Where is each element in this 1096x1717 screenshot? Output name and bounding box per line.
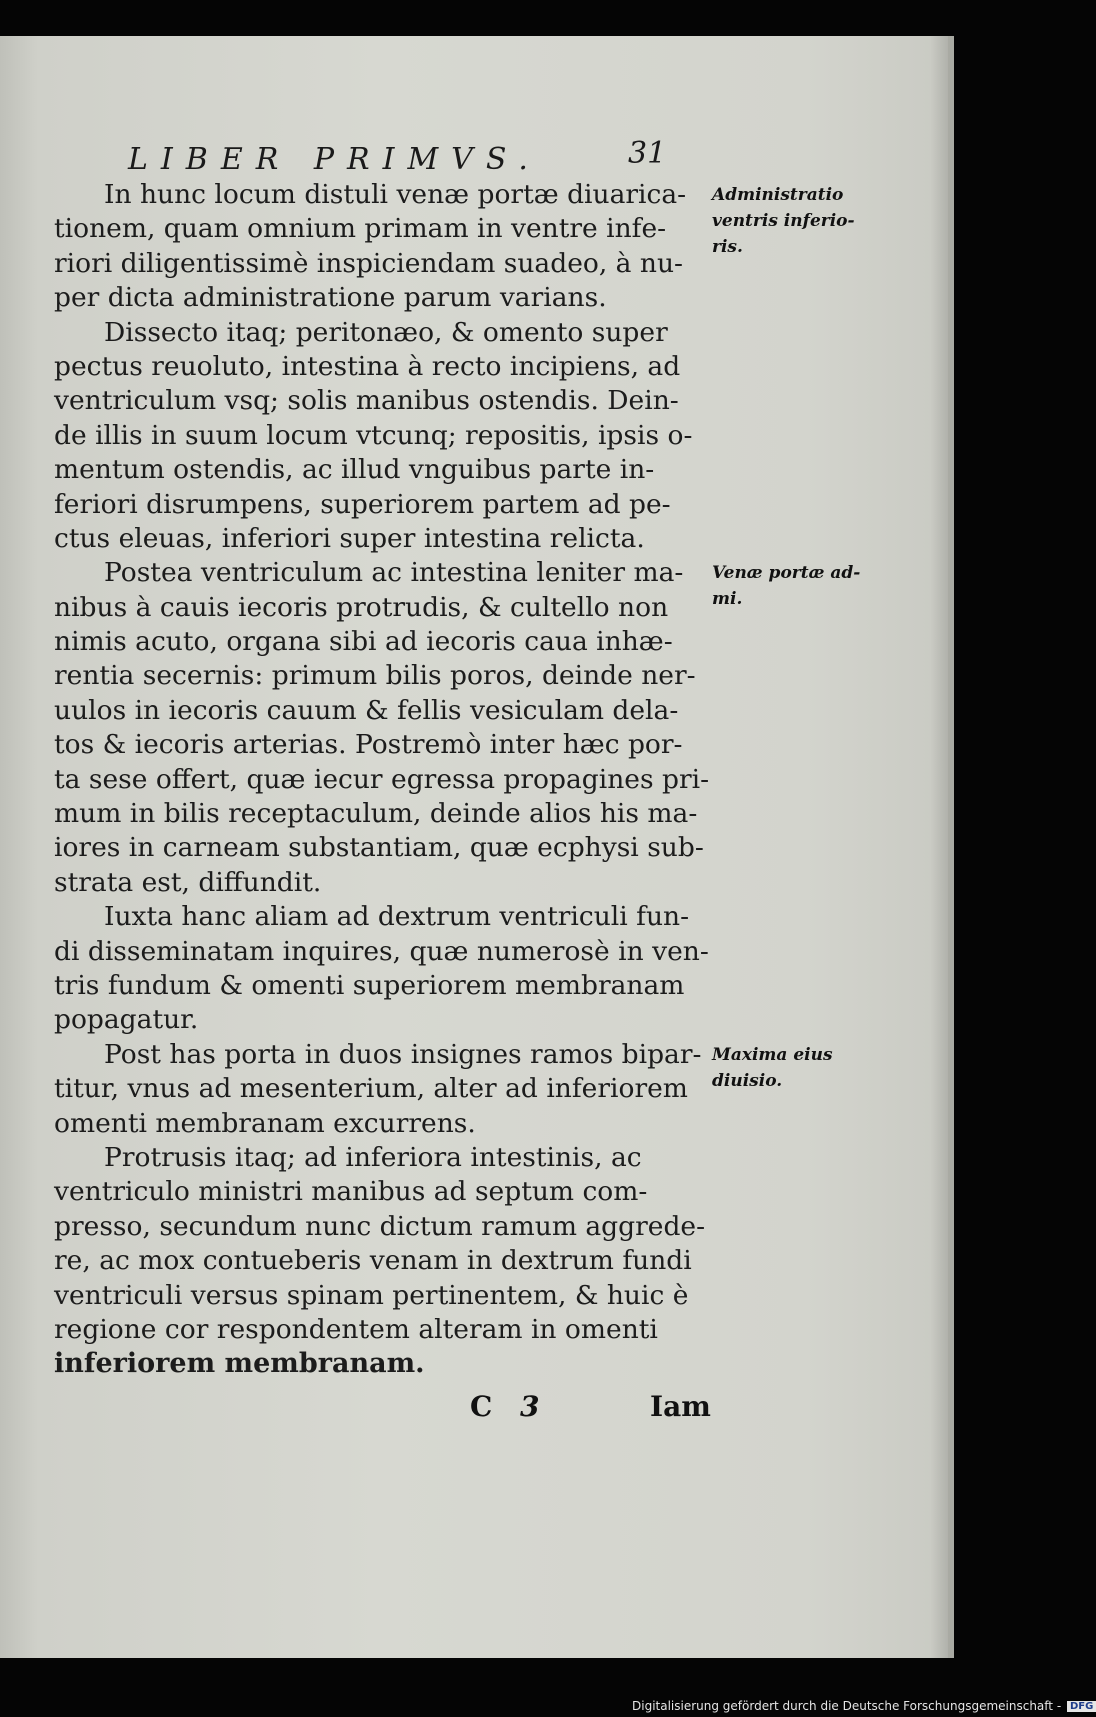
- text-line: In hunc locum distuli venæ portæ diuarica-: [104, 179, 687, 210]
- signature-mark: C: [470, 1390, 493, 1423]
- text-line: rentia secernis: primum bilis poros, deinde ner-: [54, 660, 696, 692]
- margin-note-line: mi.: [712, 589, 743, 610]
- catchword: Iam: [650, 1390, 711, 1423]
- margin-note-line: diuisio.: [712, 1071, 783, 1091]
- text-line: ventriculi versus spinam pertinentem, & huic è: [54, 1279, 689, 1311]
- text-line: strata est, diffundit.: [54, 866, 322, 898]
- text-line: nibus à cauis iecoris protrudis, & cultello non: [54, 591, 669, 623]
- signature-number: 3: [520, 1390, 540, 1423]
- text-line: feriori disrumpens, superiorem partem ad pe-: [54, 488, 671, 520]
- credit-text: Digitalisierung gefördert durch die Deutsche Forschungsgemeinschaft -: [632, 1699, 1062, 1713]
- text-line: pectus reuoluto, intestina à recto incipiens, ad: [54, 350, 681, 382]
- text-line: mum in bilis receptaculum, deinde alios his ma-: [54, 798, 698, 830]
- dfg-logo: DFG: [1067, 1701, 1096, 1712]
- text-line: uulos in iecoris cauum & fellis vesiculam dela-: [54, 694, 679, 726]
- margin-note: [712, 560, 872, 612]
- text-line: tris fundum & omenti superiorem membranam: [54, 969, 685, 1001]
- text-line: nimis acuto, organa sibi ad iecoris caua inhæ-: [54, 626, 673, 658]
- text-line: tos & iecoris arterias. Postremò inter hæc por-: [54, 729, 683, 761]
- signature-line: [470, 1390, 710, 1430]
- text-line: riori diligentissimè inspiciendam suadeo, à nu-: [54, 247, 683, 279]
- main-text-block: [54, 178, 710, 1382]
- running-head-title: LIBER PRIMVS.: [128, 142, 541, 177]
- text-line: re, ac mox contueberis venam in dextrum fundi: [54, 1245, 692, 1277]
- text-line: inferiorem membranam.: [54, 1348, 425, 1380]
- text-line: de illis in suum locum vtcunq; repositis, ipsis o-: [54, 419, 693, 451]
- text-line: titur, vnus ad mesenterium, alter ad inferiorem: [54, 1073, 688, 1105]
- page-edge-shadow: [930, 36, 948, 1658]
- text-line: regione cor respondentem alteram in omenti: [54, 1313, 658, 1345]
- margin-note-line: Venæ portæ ad-: [712, 563, 861, 584]
- margin-note-line: Maxima eius: [712, 1045, 833, 1065]
- text-line: omenti membranam excurrens.: [54, 1107, 476, 1139]
- margin-note-line: Administratio: [712, 185, 844, 205]
- text-line: per dicta administratione parum varians.: [54, 282, 607, 314]
- digitization-credit: [632, 1699, 1096, 1713]
- text-line: Post has porta in duos insignes ramos bipar-: [104, 1038, 702, 1070]
- margin-note-line: ventris inferio-: [712, 211, 855, 231]
- text-line: presso, secundum nunc dictum ramum aggrede-: [54, 1210, 706, 1242]
- margin-note: [712, 1042, 872, 1094]
- text-line: tionem, quam omnium primam in ventre infe-: [54, 213, 667, 245]
- text-line: Dissecto itaq; peritonæo, & omento super: [104, 316, 668, 348]
- text-line: ventriculum vsq; solis manibus ostendis. Dein-: [54, 385, 679, 417]
- text-line: popagatur.: [54, 1004, 199, 1036]
- text-line: mentum ostendis, ac illud vnguibus parte in-: [54, 454, 655, 486]
- text-line: Protrusis itaq; ad inferiora intestinis, ac: [104, 1141, 642, 1173]
- text-line: ventriculo ministri manibus ad septum com-: [54, 1176, 648, 1208]
- text-line: Iuxta hanc aliam ad dextrum ventriculi fun-: [104, 901, 690, 933]
- text-line: ta sese offert, quæ iecur egressa propagines pri-: [54, 763, 710, 795]
- margin-note: [712, 182, 872, 260]
- text-line: ctus eleuas, inferiori super intestina relicta.: [54, 522, 645, 554]
- margin-note-line: ris.: [712, 237, 743, 257]
- text-line: Postea ventriculum ac intestina leniter ma-: [104, 557, 684, 589]
- page-number: 31: [628, 136, 667, 171]
- text-line: iores in carneam substantiam, quæ ecphysi sub-: [54, 832, 704, 864]
- text-line: di disseminatam inquires, quæ numerosè in ven-: [54, 935, 709, 967]
